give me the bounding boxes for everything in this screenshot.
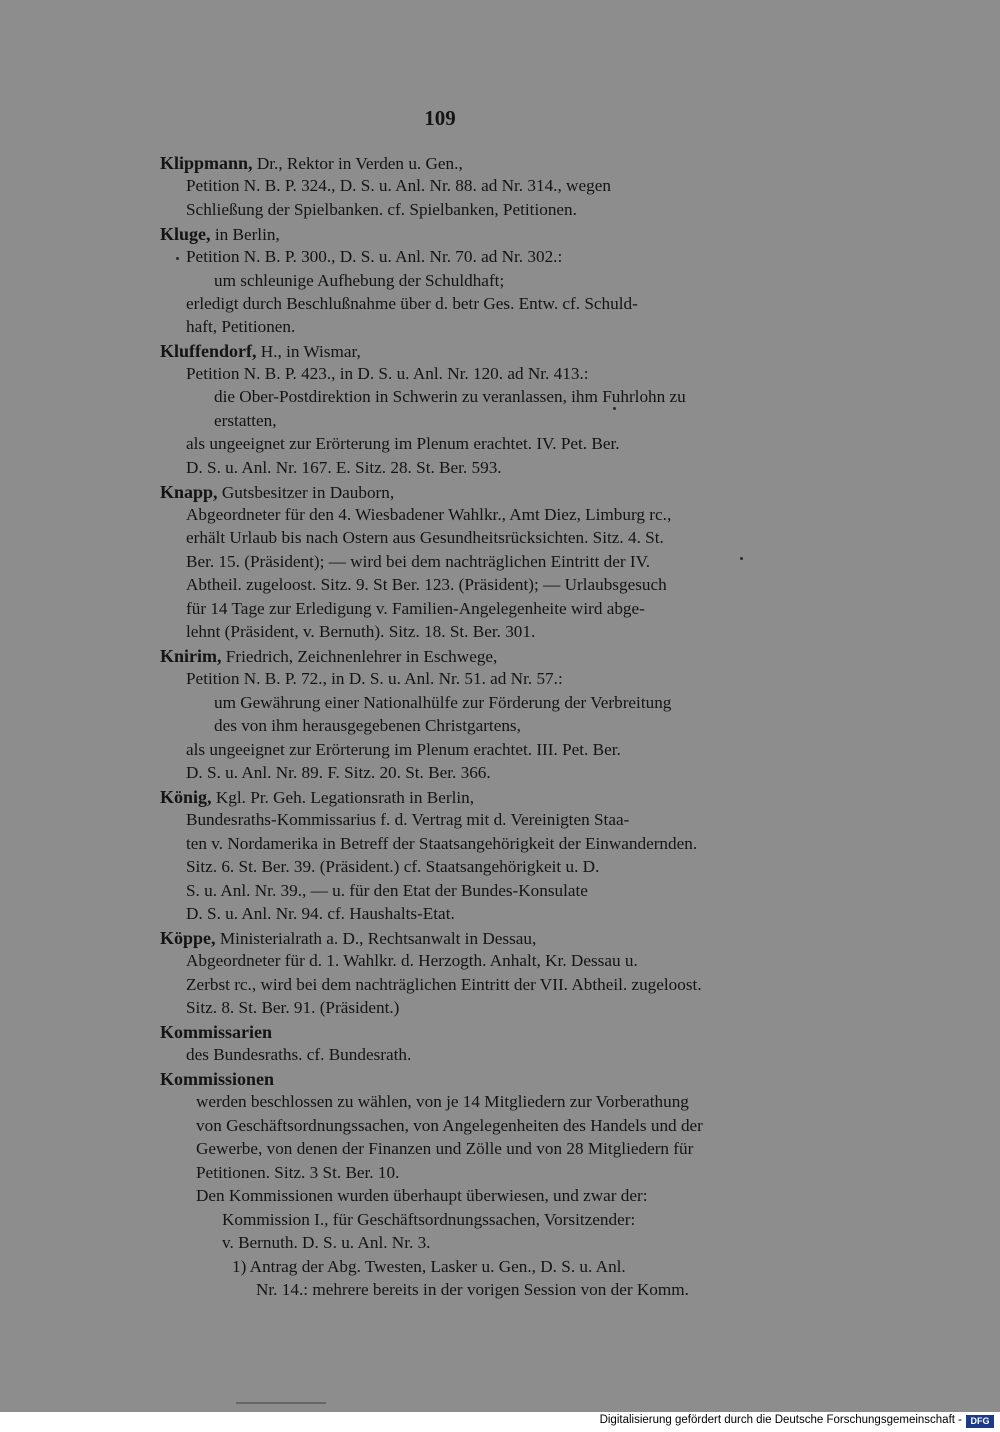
footer-credit: Digitalisierung gefördert durch die Deutsche Forschungsgemeinschaft - [599, 1414, 962, 1426]
entry-heading [160, 786, 474, 809]
entry-heading [160, 223, 280, 246]
entry-line: Petition N. B. P. 423., in D. S. u. Anl. Nr. 120. ad Nr. 413.: [186, 364, 589, 383]
entry-intro: H., in Wismar, [256, 342, 361, 361]
entry-intro: Kgl. Pr. Geh. Legationsrath in Berlin, [211, 788, 475, 807]
entry-line: Nr. 14.: mehrere bereits in der vorigen Session von der Komm. [256, 1280, 689, 1299]
entry-heading [160, 152, 463, 175]
entry-name: Knapp, [160, 482, 218, 502]
entry-name: Kommissarien [160, 1022, 272, 1042]
entry-line: um schleunige Aufhebung der Schuldhaft; [214, 271, 505, 290]
entry-line: erstatten, [214, 411, 277, 430]
scan-speck [740, 557, 743, 560]
entry-heading [160, 340, 361, 363]
entry-line: Ber. 15. (Präsident); — wird bei dem nachträglichen Eintritt der IV. [186, 552, 651, 571]
entry-line: um Gewährung einer Nationalhülfe zur Förderung der Verbreitung [214, 693, 672, 712]
entry-line: werden beschlossen zu wählen, von je 14 Mitgliedern zur Vorberathung [196, 1092, 689, 1111]
entry-intro: Dr., Rektor in Verden u. Gen., [252, 154, 463, 173]
entry-heading [160, 1068, 274, 1091]
entry-heading [160, 1021, 272, 1044]
entry-line: Schließung der Spielbanken. cf. Spielbanken, Petitionen. [186, 200, 577, 219]
entry-line: Petitionen. Sitz. 3 St. Ber. 10. [196, 1163, 400, 1182]
entry-line: Gewerbe, von denen der Finanzen und Zölle und von 28 Mitgliedern für [196, 1139, 694, 1158]
entry-intro: Friedrich, Zeichnenlehrer in Eschwege, [221, 647, 498, 666]
entry-line: haft, Petitionen. [186, 317, 296, 336]
entry-line: Sitz. 6. St. Ber. 39. (Präsident.) cf. Staatsangehörigkeit u. D. [186, 857, 600, 876]
entry-line: erhält Urlaub bis nach Ostern aus Gesundheitsrücksichten. Sitz. 4. St. [186, 528, 664, 547]
entry-line: Petition N. B. P. 72., in D. S. u. Anl. Nr. 51. ad Nr. 57.: [186, 669, 563, 688]
entry-line: Kommission I., für Geschäftsordnungssachen, Vorsitzender: [222, 1210, 636, 1229]
entry-line: für 14 Tage zur Erledigung v. Familien-Angelegenheite wird abge- [186, 599, 645, 618]
dfg-logo: DFG [966, 1415, 994, 1428]
entry-name: Kommissionen [160, 1069, 275, 1089]
entry-name: Knirim, [160, 646, 222, 666]
entry-line: 1) Antrag der Abg. Twesten, Lasker u. Gen., D. S. u. Anl. [232, 1257, 626, 1276]
entry-line: v. Bernuth. D. S. u. Anl. Nr. 3. [222, 1233, 431, 1252]
entry-line: D. S. u. Anl. Nr. 167. E. Sitz. 28. St. Ber. 593. [186, 458, 502, 477]
entry-line: S. u. Anl. Nr. 39., — u. für den Etat der Bundes-Konsulate [186, 881, 588, 900]
entry-line: des von ihm herausgegebenen Christgartens, [214, 716, 521, 735]
entry-heading [160, 645, 497, 668]
entry-intro: Ministerialrath a. D., Rechtsanwalt in Dessau, [215, 929, 537, 948]
entry-line: Bundesraths-Kommissarius f. d. Vertrag mit d. Vereinigten Staa- [186, 810, 630, 829]
entry-line: erledigt durch Beschlußnahme über d. betr Ges. Entw. cf. Schuld- [186, 294, 638, 313]
entry-line: Den Kommissionen wurden überhaupt überwiesen, und zwar der: [196, 1186, 648, 1205]
entry-line: D. S. u. Anl. Nr. 94. cf. Haushalts-Etat. [186, 904, 455, 923]
entry-line: die Ober-Postdirektion in Schwerin zu veranlassen, ihm Fuhrlohn zu [214, 387, 686, 406]
entry-intro: Gutsbesitzer in Dauborn, [217, 483, 395, 502]
entry-name: Köppe, [160, 928, 216, 948]
scan-smudge [236, 1402, 326, 1404]
entry-line: ten v. Nordamerika in Betreff der Staatsangehörigkeit der Einwandernden. [186, 834, 698, 853]
entry-line: als ungeeignet zur Erörterung im Plenum erachtet. IV. Pet. Ber. [186, 434, 620, 453]
entry-line: Abgeordneter für d. 1. Wahlkr. d. Herzogth. Anhalt, Kr. Dessau u. [186, 951, 638, 970]
page-number: 109 [424, 106, 456, 130]
entry-name: Kluge, [160, 224, 211, 244]
entry-line: Abgeordneter für den 4. Wiesbadener Wahlkr., Amt Diez, Limburg rc., [186, 505, 672, 524]
scan-speck [176, 257, 179, 260]
entry-line: Abtheil. zugeloost. Sitz. 9. St Ber. 123. (Präsident); — Urlaubsgesuch [186, 575, 667, 594]
entry-name: König, [160, 787, 212, 807]
entry-line: als ungeeignet zur Erörterung im Plenum erachtet. III. Pet. Ber. [186, 740, 621, 759]
entry-line: D. S. u. Anl. Nr. 89. F. Sitz. 20. St. Ber. 366. [186, 763, 491, 782]
entry-line: lehnt (Präsident, v. Bernuth). Sitz. 18. St. Ber. 301. [186, 622, 536, 641]
entry-heading [160, 927, 536, 950]
entry-line: Petition N. B. P. 300., D. S. u. Anl. Nr. 70. ad Nr. 302.: [186, 247, 563, 266]
entry-line: von Geschäftsordnungssachen, von Angelegenheiten des Handels und der [196, 1116, 703, 1135]
entry-name: Kluffendorf, [160, 341, 257, 361]
entry-intro: in Berlin, [210, 225, 280, 244]
entry-line: des Bundesraths. cf. Bundesrath. [186, 1045, 412, 1064]
entry-line: Zerbst rc., wird bei dem nachträglichen Eintritt der VII. Abtheil. zugeloost. [186, 975, 702, 994]
entry-line: Sitz. 8. St. Ber. 91. (Präsident.) [186, 998, 400, 1017]
digitization-footer [0, 1412, 1000, 1432]
scan-speck [613, 407, 616, 410]
entry-name: Klippmann, [160, 153, 253, 173]
entry-line: Petition N. B. P. 324., D. S. u. Anl. Nr. 88. ad Nr. 314., wegen [186, 176, 611, 195]
entry-heading [160, 481, 394, 504]
